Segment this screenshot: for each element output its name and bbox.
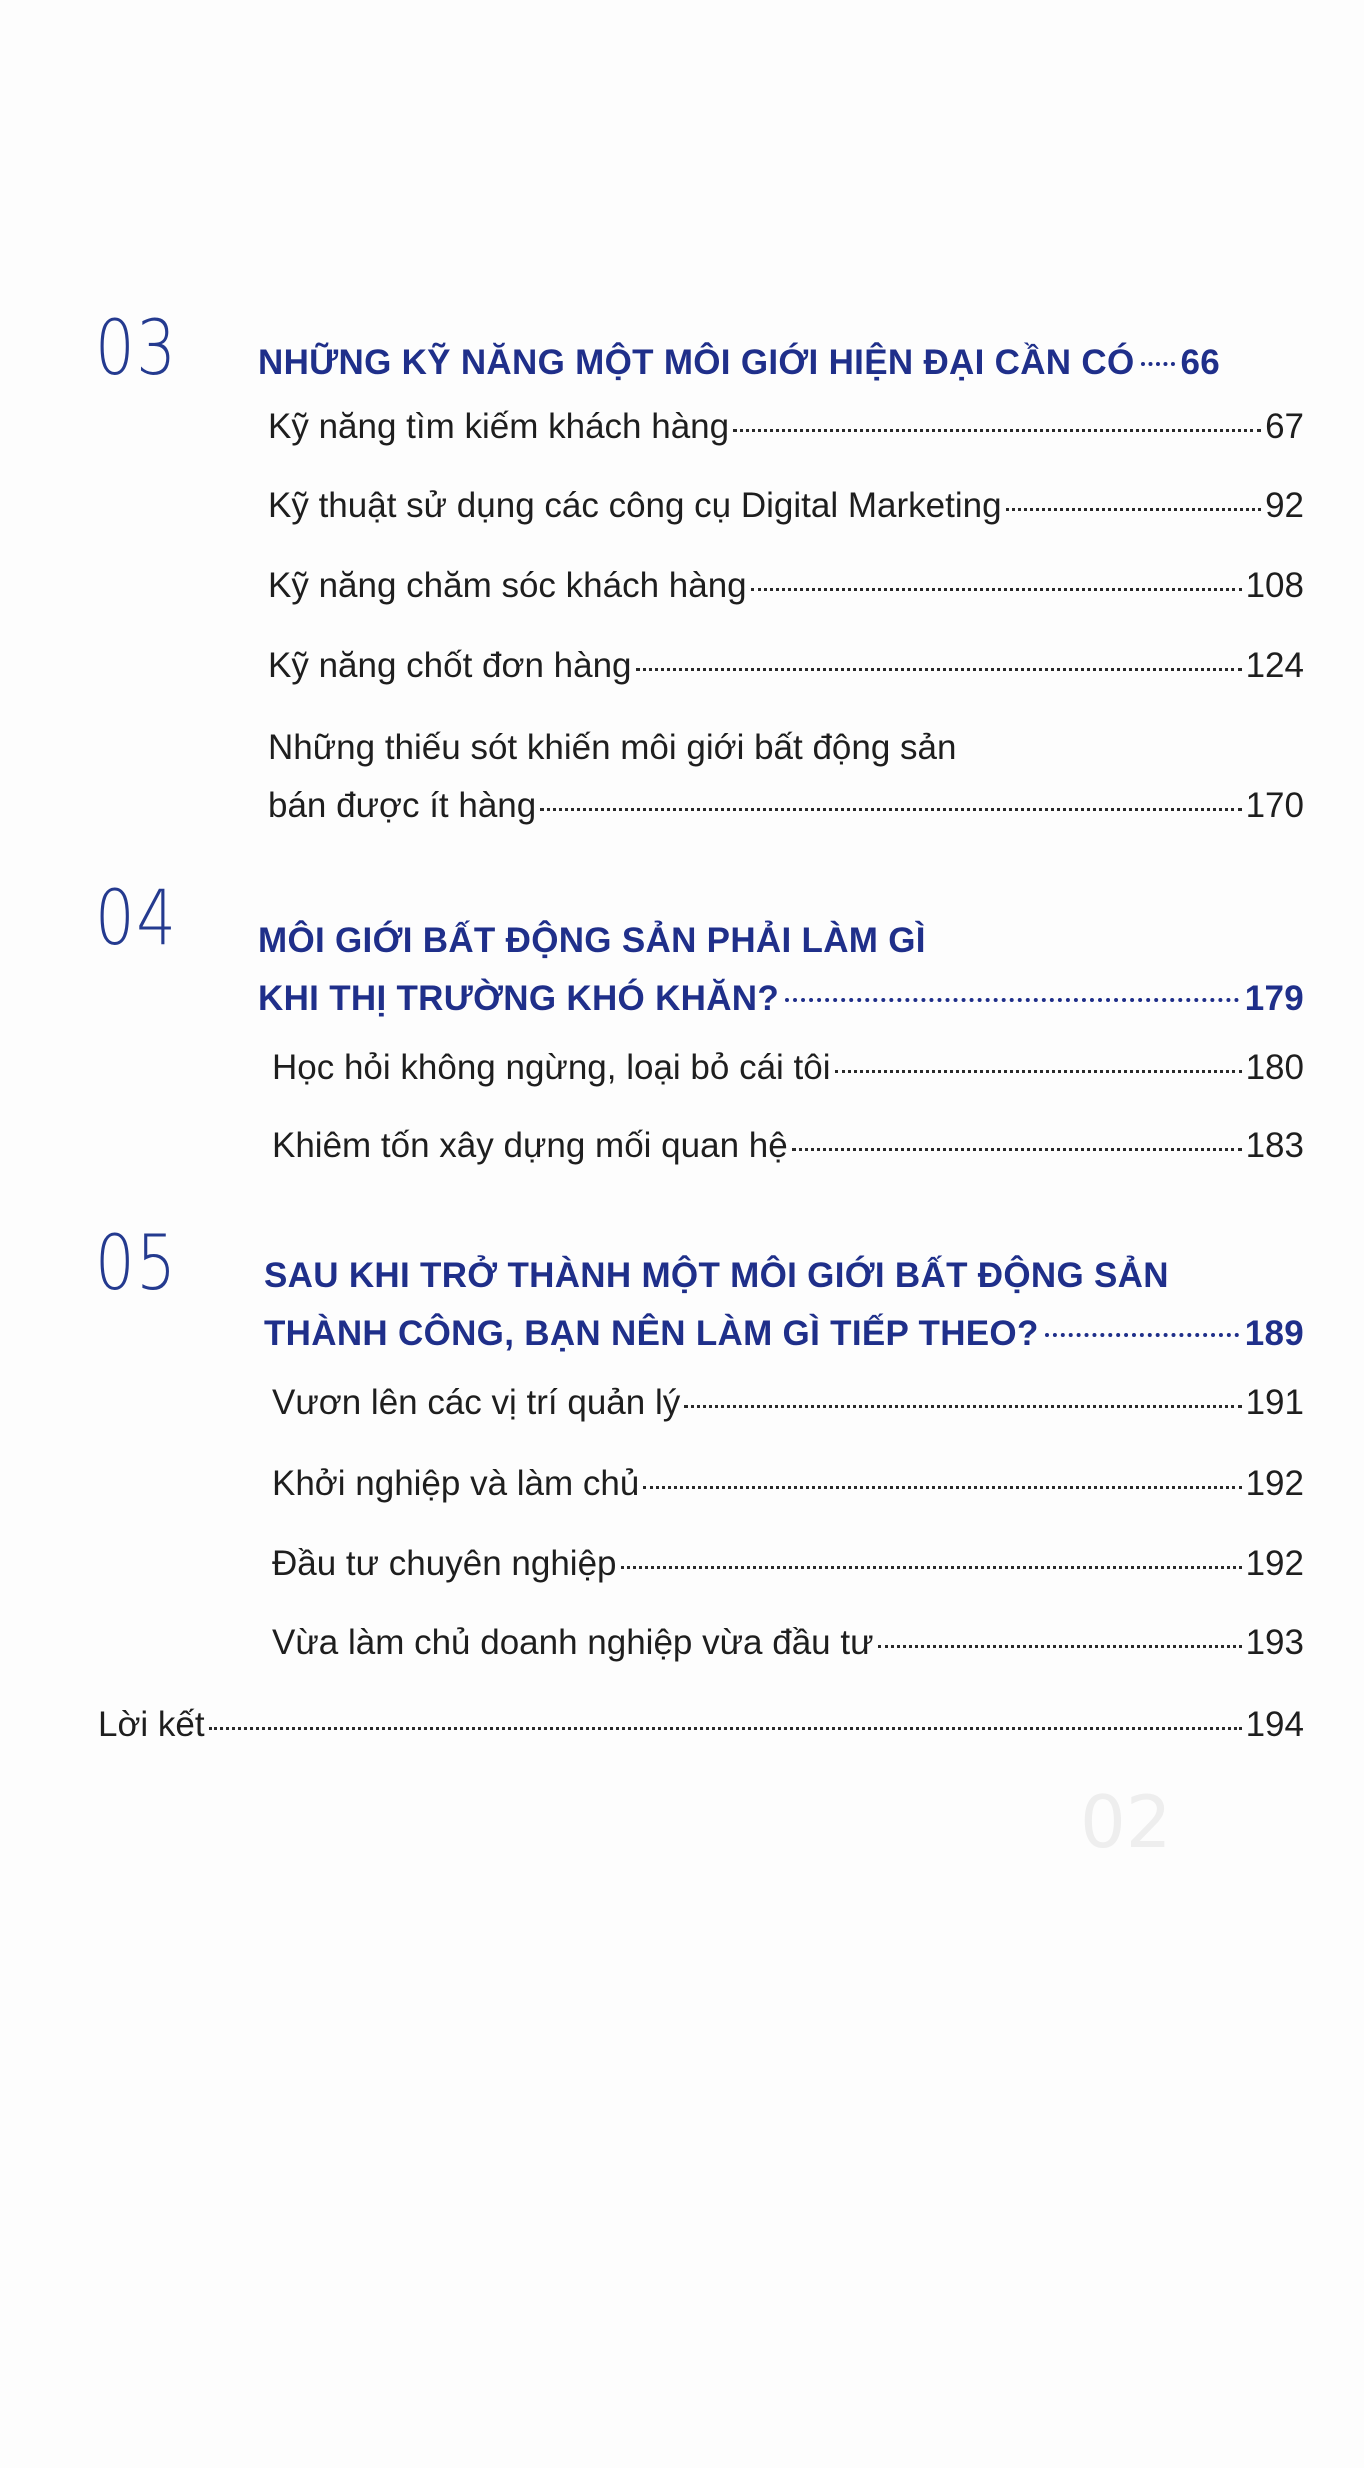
leader-dots (1141, 362, 1175, 366)
entry-page: 192 (1245, 1464, 1304, 1503)
entry-label: Vươn lên các vị trí quản lý (272, 1383, 681, 1422)
leader-dots (1045, 1333, 1239, 1337)
toc-entry[interactable] (268, 404, 1304, 450)
entry-label: Đầu tư chuyên nghiệp (272, 1544, 617, 1583)
entry-label: Khởi nghiệp và làm chủ (272, 1464, 640, 1503)
entry-page: 92 (1265, 486, 1304, 525)
entry-label: bán được ít hàng (268, 786, 537, 825)
entry-label: Học hỏi không ngừng, loại bỏ cái tôi (272, 1048, 831, 1087)
section-title-row[interactable] (258, 334, 1304, 392)
toc-entry[interactable] (272, 1380, 1304, 1426)
leader-dots (1006, 508, 1262, 511)
toc-entry-line1[interactable] (268, 725, 1304, 771)
section-number: 03 (95, 303, 178, 392)
leader-dots (878, 1645, 1242, 1648)
section-title-line1[interactable]: MÔI GIỚI BẤT ĐỘNG SẢN PHẢI LÀM GÌ (258, 921, 926, 960)
section-number: 04 (95, 873, 178, 962)
section-page: 189 (1244, 1314, 1304, 1353)
section-title-line2: THÀNH CÔNG, BẠN NÊN LÀM GÌ TIẾP THEO? (264, 1314, 1039, 1353)
toc-entry[interactable] (272, 1620, 1304, 1666)
leader-dots (792, 1148, 1242, 1151)
entry-page: 194 (1245, 1705, 1304, 1744)
leader-dots (785, 998, 1239, 1002)
section-title-row[interactable] (264, 1305, 1304, 1363)
toc-entry[interactable] (268, 643, 1304, 689)
toc-entry[interactable] (268, 563, 1304, 609)
entry-page: 67 (1265, 407, 1304, 446)
leader-dots (643, 1486, 1241, 1489)
section-page: 179 (1244, 979, 1304, 1018)
entry-page: 180 (1245, 1048, 1304, 1087)
entry-label-line1: Những thiếu sót khiến môi giới bất động sản (268, 728, 957, 767)
entry-label: Kỹ năng tìm kiếm khách hàng (268, 407, 730, 446)
leader-dots (733, 429, 1261, 432)
leader-dots (636, 668, 1242, 671)
section-title-line1[interactable]: SAU KHI TRỞ THÀNH MỘT MÔI GIỚI BẤT ĐỘNG SẢN (264, 1256, 1169, 1295)
entry-page: 108 (1245, 566, 1304, 605)
leader-dots (540, 808, 1241, 811)
section-page: 66 (1180, 343, 1221, 382)
entry-page: 191 (1245, 1383, 1304, 1422)
toc-entry[interactable] (268, 483, 1304, 529)
entry-page: 124 (1245, 646, 1304, 685)
entry-label: Lời kết (98, 1705, 205, 1744)
leader-dots (621, 1566, 1242, 1569)
toc-entry[interactable] (272, 1541, 1304, 1587)
entry-label: Khiêm tốn xây dựng mối quan hệ (272, 1126, 788, 1165)
bleed-through-number: 02 (1080, 1780, 1172, 1864)
leader-dots (751, 588, 1242, 591)
toc-entry[interactable] (272, 1123, 1304, 1169)
entry-label: Vừa làm chủ doanh nghiệp vừa đầu tư (272, 1623, 874, 1662)
toc-entry[interactable] (268, 783, 1304, 829)
toc-entry[interactable] (272, 1045, 1304, 1091)
entry-page: 183 (1245, 1126, 1304, 1165)
leader-dots (684, 1405, 1241, 1408)
entry-label: Kỹ năng chăm sóc khách hàng (268, 566, 747, 605)
entry-page: 193 (1245, 1623, 1304, 1662)
entry-page: 170 (1245, 786, 1304, 825)
toc-entry-closing[interactable] (98, 1702, 1304, 1748)
toc-entry[interactable] (272, 1461, 1304, 1507)
leader-dots (209, 1727, 1242, 1730)
section-title: NHỮNG KỸ NĂNG MỘT MÔI GIỚI HIỆN ĐẠI CẦN CÓ (258, 343, 1135, 382)
section-title-row[interactable] (258, 970, 1304, 1028)
leader-dots (835, 1070, 1242, 1073)
section-title-line2: KHI THỊ TRƯỜNG KHÓ KHĂN? (258, 979, 780, 1018)
entry-page: 192 (1245, 1544, 1304, 1583)
section-number: 05 (95, 1218, 178, 1307)
entry-label: Kỹ năng chốt đơn hàng (268, 646, 632, 685)
entry-label: Kỹ thuật sử dụng các công cụ Digital Marketing (268, 486, 1002, 525)
